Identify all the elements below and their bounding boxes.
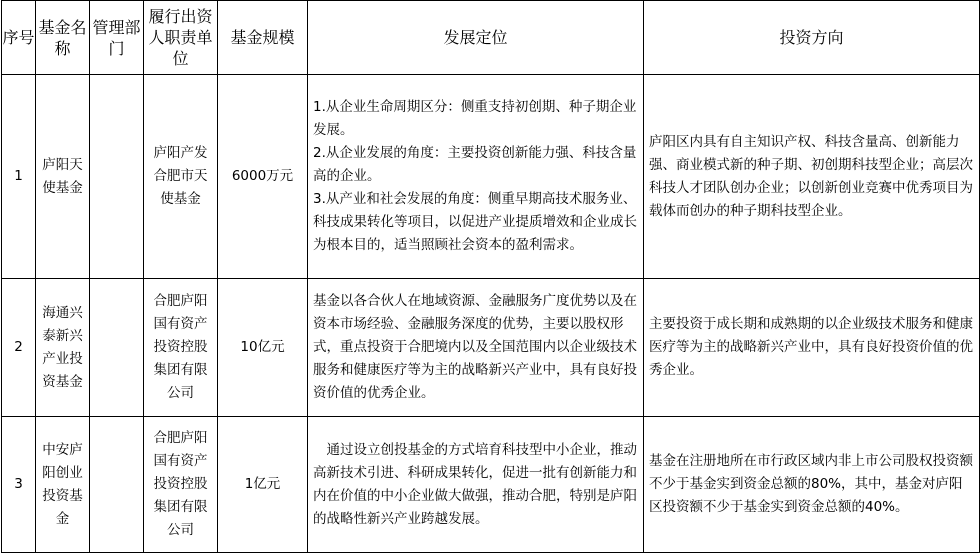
header-fund-scale: 基金规模 (218, 1, 308, 75)
positioning-item: 通过设立创投基金的方式培育科技型中小企业，推动高新技术引进、科研成果转化，促进一批有创新能力和内在价值的中小企业做大做强，推动合肥，特别是庐阳的战略性新兴产业跨越发展。 (313, 441, 637, 527)
table-row (2, 75, 980, 279)
table-row (2, 279, 980, 417)
positioning-item: 3.从产业和社会发展的角度：侧重早期高技术服务业、科技成果转化等项目，以促进产业提质增效和企业成长为根本目的，适当照顾社会资本的盈利需求。 (313, 191, 637, 253)
fund-scale-cell: 1亿元 (218, 417, 308, 553)
positioning-cell (308, 279, 644, 417)
positioning-item: 2.从企业发展的角度：主要投资创新能力强、科技含量高的企业。 (313, 145, 637, 184)
fund-name-cell: 庐阳天使基金 (36, 75, 90, 279)
header-positioning: 发展定位 (308, 1, 644, 75)
fund-scale-cell: 6000万元 (218, 75, 308, 279)
positioning-item: 1.从企业生命周期区分：侧重支持初创期、种子期企业发展。 (313, 99, 637, 138)
positioning-cell (308, 75, 644, 279)
management-dept-cell (90, 417, 144, 553)
serial-no-cell: 2 (2, 279, 36, 417)
header-row (2, 1, 980, 75)
header-fund-name: 基金名称 (36, 1, 90, 75)
investment-direction-cell: 主要投资于成长期和成熟期的以企业级技术服务和健康医疗等为主的战略新兴产业中，具有良好投资价值的优秀企业。 (644, 279, 980, 417)
fund-name-cell: 中安庐阳创业投资基金 (36, 417, 90, 553)
sponsor-unit-cell: 庐阳产发合肥市天使基金 (144, 75, 218, 279)
fund-scale-cell: 10亿元 (218, 279, 308, 417)
sponsor-unit-cell: 合肥庐阳国有资产投资控股集团有限公司 (144, 417, 218, 553)
investment-direction-cell: 庐阳区内具有自主知识产权、科技含量高、创新能力强、商业模式新的种子期、初创期科技型企业；高层次科技人才团队创办企业；以创新创业竞赛中优秀项目为载体而创办的种子期科技型企业。 (644, 75, 980, 279)
fund-table (1, 0, 980, 553)
header-investment-direction: 投资方向 (644, 1, 980, 75)
serial-no-cell: 1 (2, 75, 36, 279)
investment-direction-cell: 基金在注册地所在市行政区域内非上市公司股权投资额不少于基金实到资金总额的80%，其中，基金对庐阳区投资额不少于基金实到资金总额的40%。 (644, 417, 980, 553)
table-row (2, 417, 980, 553)
fund-name-cell: 海通兴泰新兴产业投资基金 (36, 279, 90, 417)
management-dept-cell (90, 279, 144, 417)
serial-no-cell: 3 (2, 417, 36, 553)
sponsor-unit-cell: 合肥庐阳国有资产投资控股集团有限公司 (144, 279, 218, 417)
management-dept-cell (90, 75, 144, 279)
header-sponsor-unit: 履行出资人职责单位 (144, 1, 218, 75)
positioning-item: 基金以各合伙人在地域资源、金融服务广度优势以及在资本市场经验、金融服务深度的优势，主要以股权形式，重点投资于合肥境内以及全国范围内以企业级技术服务和健康医疗等为主的战略新兴产业中，具有良好投资价值的优秀企业。 (313, 293, 637, 401)
header-serial-no: 序号 (2, 1, 36, 75)
header-management-dept: 管理部门 (90, 1, 144, 75)
positioning-cell (308, 417, 644, 553)
